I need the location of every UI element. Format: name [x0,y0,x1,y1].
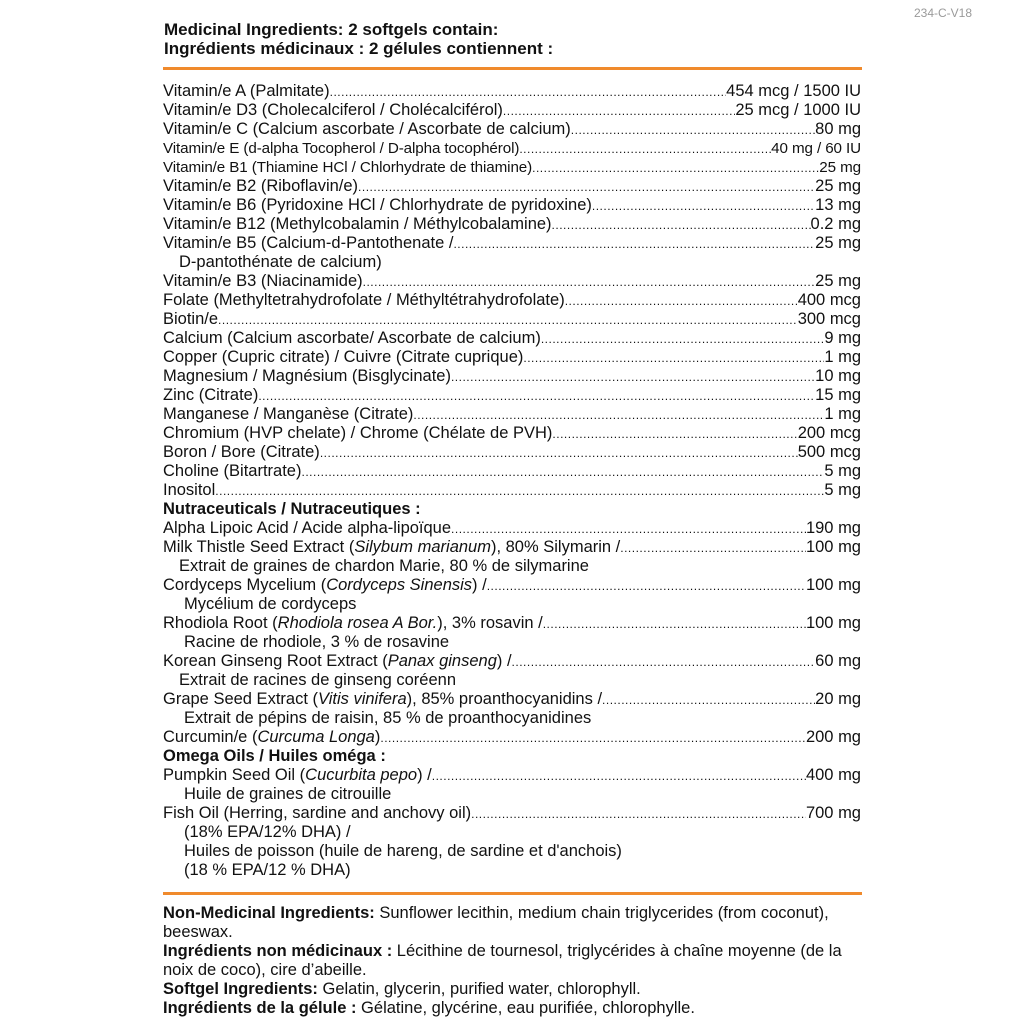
ingredient-row [163,443,861,462]
ingredient-latin-name: Silybum marianum [354,538,491,556]
dot-leader [258,386,815,406]
dot-leader [432,766,806,786]
dot-leader [571,120,815,140]
dot-leader [363,272,816,292]
ingredient-latin-name: Panax ginseng [387,652,497,670]
ingredient-row [163,234,861,253]
ingredient-row [163,291,861,310]
ingredient-label: Vitamin/e E (d-alpha Tocopherol / D-alpha tocophérol) [163,140,520,157]
ingredient-row [163,690,861,709]
ingredient-french-line: Extrait de graines de chardon Marie, 80 % de silymarine [179,557,589,575]
ingredient-label: Vitamin/e B1 (Thiamine HCl / Chlorhydrate de thiamine) [163,159,533,176]
dot-leader [620,538,806,558]
medicinal-header [164,20,864,58]
ingredient-row [163,215,861,234]
ingredient-row [163,538,861,557]
ingredient-amount: 400 mg [805,766,861,784]
ingredient-row [163,424,861,443]
ingredient-name: Pumpkin Seed Oil ( [163,766,306,784]
ingredient-amount: 400 mcg [797,291,861,309]
ingredient-amount: 500 mcg [797,443,861,461]
header-english: Medicinal Ingredients: 2 softgels contain: [164,20,499,39]
ingredient-row [163,82,861,101]
ingredient-amount: 25 mg [815,234,861,252]
ingredient-row [163,272,861,291]
ingredient-row [163,139,861,158]
ingredient-french-line: Extrait de pépins de raisin, 85 % de proanthocyanidines [184,709,592,727]
ingredient-amount: 25 mcg / 1000 IU [735,101,861,119]
fish-oil-detail-line: (18 % EPA/12 % DHA) [184,861,351,879]
dot-leader [215,481,824,501]
nutraceuticals-heading: Nutraceuticals / Nutraceutiques : [163,500,421,518]
ingredient-label: Boron / Bore (Citrate) [163,443,320,461]
dot-leader [358,177,815,197]
ingredient-name: Grape Seed Extract ( [163,690,318,708]
dot-leader [565,291,798,311]
ingredient-label [163,728,380,747]
ingredient-detail: ) / [472,576,487,594]
ingredient-label: Choline (Bitartrate) [163,462,302,480]
ingredient-row [163,519,861,538]
ingredient-row [163,348,861,367]
dot-leader [380,728,806,748]
ingredient-name: Curcumin/e ( [163,728,258,746]
ingredient-row [163,652,861,671]
ingredient-row [163,196,861,215]
ingredient-amount: 10 mg [815,367,861,385]
ingredient-row [163,481,861,500]
ingredient-name: Fish Oil (Herring, sardine and anchovy oil) [163,804,472,822]
ingredient-detail: ) / [496,652,512,670]
ingredient-label: Zinc (Citrate) [163,386,259,404]
ingredient-amount: 5 mg [824,462,861,480]
ingredient-label [163,538,620,557]
dot-leader [552,424,797,444]
ingredient-french-line: Mycélium de cordyceps [184,595,357,613]
ingredient-detail: ), 80% Silymarin / [490,538,621,556]
ingredient-french-line: Huile de graines de citrouille [184,785,392,803]
ingredient-label: Calcium (Calcium ascorbate/ Ascorbate de calcium) [163,329,541,347]
ingredient-amount: 0.2 mg [810,215,861,233]
ingredient-amount: 13 mg [815,196,861,214]
ingredient-label: Vitamin/e A (Palmitate) [163,82,330,100]
ingredient-amount: 200 mg [805,728,861,746]
ingredient-row [163,766,861,785]
dot-leader [543,614,806,634]
ingredient-amount: 700 mg [805,804,861,822]
fish-oil-detail-line: (18% EPA/12% DHA) / [184,823,351,841]
ingredient-row [163,386,861,405]
ingredient-latin-name: Cordyceps Sinensis [326,576,473,594]
ingredient-amount: 454 mcg / 1500 IU [726,82,861,100]
ingredient-label [163,690,602,709]
ingredient-label: Copper (Cupric citrate) / Cuivre (Citrate cuprique) [163,348,524,366]
dot-leader [453,234,815,254]
ingredient-name: Cordyceps Mycelium ( [163,576,327,594]
ingredient-label: Biotin/e [163,310,219,328]
ingredient-label: Manganese / Manganèse (Citrate) [163,405,414,423]
ingredient-amount: 9 mg [824,329,861,347]
ingredient-label: Vitamin/e B12 (Methylcobalamin / Méthylcobalamine) [163,215,552,233]
ingredient-amount: 15 mg [815,386,861,404]
ingredient-name: Korean Ginseng Root Extract ( [163,652,388,670]
ingredient-label: Vitamin/e B5 (Calcium-d-Pantothenate / [163,234,454,252]
non-medicinal-en: Non-Medicinal Ingredients: Sunflower lecithin, medium chain triglycerides (from coconut), beeswax. [163,904,829,941]
dot-leader [592,196,815,216]
non-medicinal-section [163,904,863,1018]
ingredient-label: Chromium (HVP chelate) / Chrome (Chélate de PVH) [163,424,553,442]
dot-leader [330,82,727,102]
ingredient-row [163,310,861,329]
ingredient-detail: ), 85% proanthocyanidins / [406,690,603,708]
ingredient-list [163,82,861,880]
ingredient-amount: 300 mcg [797,310,861,328]
ingredient-latin-name: Curcuma Longa [257,728,375,746]
ingredient-french-line: Extrait de racines de ginseng coréenn [179,671,457,689]
dot-leader [523,348,824,368]
top-divider [163,67,862,70]
header-french: Ingrédients médicinaux : 2 gélules contiennent : [164,39,554,58]
ingredient-row [163,177,861,196]
ingredient-amount: 100 mg [805,576,861,594]
ingredient-amount: 60 mg [815,652,861,670]
product-code: 234-C-V18 [913,6,972,20]
ingredient-label: Alpha Lipoic Acid / Acide alpha-lipoïque [163,519,452,537]
ingredient-detail: ) / [417,766,432,784]
ingredient-amount: 25 mg [819,159,861,176]
ingredient-row [163,804,861,823]
ingredient-amount: 25 mg [815,272,861,290]
dot-leader [413,405,824,425]
ingredient-amount: 100 mg [805,614,861,632]
ingredient-row [163,614,861,633]
dot-leader [503,101,735,121]
ingredient-row [163,101,861,120]
ingredient-name: Milk Thistle Seed Extract ( [163,538,355,556]
ingredient-row [163,329,861,348]
ingredient-latin-name: Vitis vinifera [318,690,407,708]
ingredient-amount: 190 mg [805,519,861,537]
ingredient-french-line: Racine de rhodiole, 3 % de rosavine [184,633,450,651]
dot-leader [301,462,824,482]
ingredient-label: Vitamin/e C (Calcium ascorbate / Ascorbate de calcium) [163,120,571,138]
ingredient-amount: 80 mg [815,120,861,138]
omega-oils-heading: Omega Oils / Huiles oméga : [163,747,386,765]
dot-leader [471,804,806,824]
ingredient-label: Magnesium / Magnésium (Bisglycinate) [163,367,451,385]
ingredient-row [163,367,861,386]
dot-leader [320,443,798,463]
ingredient-label [163,804,471,823]
ingredient-amount: 5 mg [824,481,861,499]
ingredient-label: Folate (Methyltetrahydrofolate / Méthyltétrahydrofolate) [163,291,565,309]
ingredient-amount: 200 mcg [797,424,861,442]
ingredient-amount: 40 mg / 60 IU [771,140,861,157]
ingredient-row [163,576,861,595]
ingredient-label: Vitamin/e D3 (Cholecalciferol / Cholécalciférol) [163,101,503,119]
ingredient-label: Vitamin/e B2 (Riboflavin/e) [163,177,359,195]
fish-oil-detail-line: Huiles de poisson (huile de hareng, de sardine et d'anchois) [184,842,622,860]
ingredient-amount: 25 mg [815,177,861,195]
ingredient-row [163,462,861,481]
ingredient-french-line: D-pantothénate de calcium) [179,253,382,271]
dot-leader [451,367,815,387]
ingredient-detail: ) [374,728,381,746]
ingredient-latin-name: Rhodiola rosea A Bor. [277,614,438,632]
dot-leader [519,139,771,159]
dot-leader [602,690,815,710]
ingredient-amount: 100 mg [805,538,861,556]
ingredient-label [163,614,543,633]
ingredient-row [163,120,861,139]
ingredient-latin-name: Cucurbita pepo [305,766,418,784]
dot-leader [218,310,798,330]
dot-leader [451,519,806,539]
ingredient-label [163,576,487,595]
ingredient-label: Inositol [163,481,216,499]
ingredient-label: Vitamin/e B6 (Pyridoxine HCl / Chlorhydrate de pyridoxine) [163,196,592,214]
dot-leader [552,215,811,235]
bottom-divider [163,892,862,895]
non-medicinal-fr: Ingrédients non médicinaux : Lécithine de tournesol, triglycérides à chaîne moyenne (de la noix de coco), cire d’abeille. [163,942,842,979]
ingredient-amount: 1 mg [824,405,861,423]
ingredient-name: Rhodiola Root ( [163,614,278,632]
softgel-fr: Ingrédients de la gélule : Gélatine, glycérine, eau purifiée, chlorophylle. [163,999,695,1017]
ingredient-label: Vitamin/e B3 (Niacinamide) [163,272,363,290]
softgel-en: Softgel Ingredients: Gelatin, glycerin, purified water, chlorophyll. [163,980,641,998]
ingredient-row [163,158,861,177]
dot-leader [532,158,819,178]
dot-leader [487,576,806,596]
ingredient-amount: 1 mg [824,348,861,366]
dot-leader [541,329,825,349]
dot-leader [512,652,816,672]
ingredient-amount: 20 mg [815,690,861,708]
ingredient-label [163,652,512,671]
ingredient-row [163,405,861,424]
ingredient-row [163,728,861,747]
ingredient-label [163,766,432,785]
ingredient-detail: ), 3% rosavin / [437,614,543,632]
